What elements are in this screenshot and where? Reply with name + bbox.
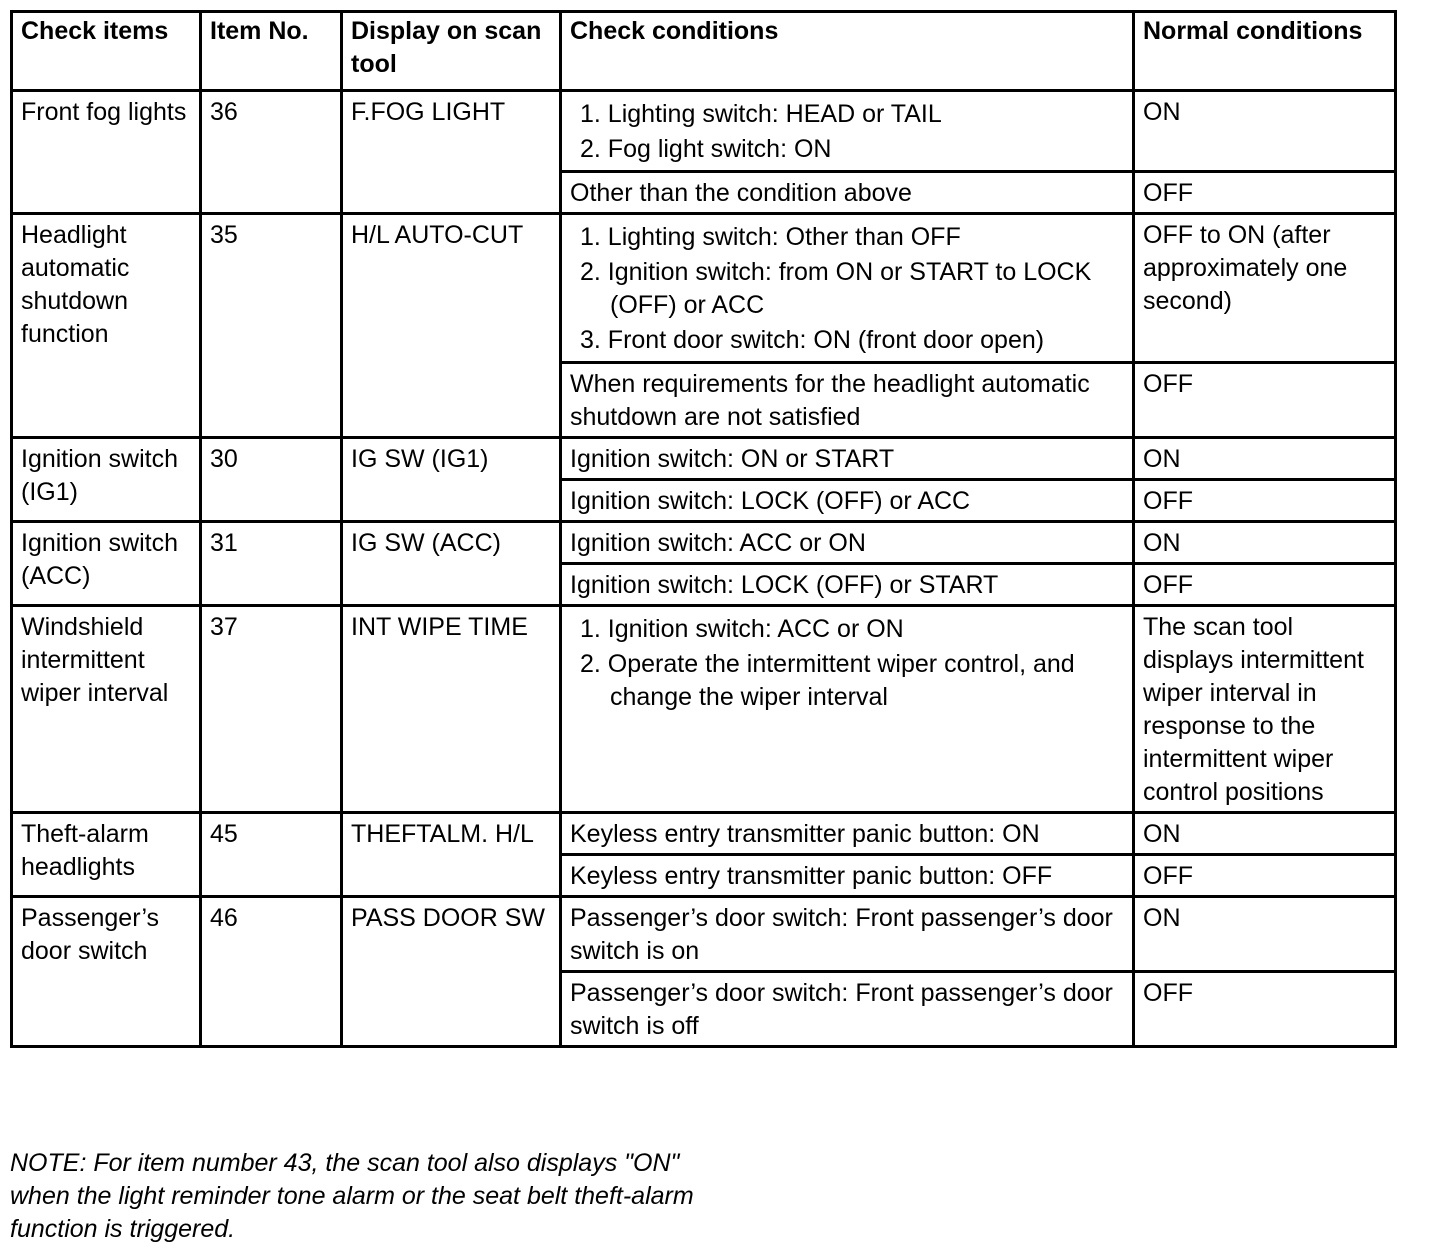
condition-cell: Ignition switch: LOCK (OFF) or START xyxy=(561,564,1134,606)
item-no-cell: 37 xyxy=(201,606,342,813)
item-no-cell: 30 xyxy=(201,438,342,522)
condition-step: 2. Ignition switch: from ON or START to LOCK (OFF) or ACC xyxy=(580,258,1092,319)
condition-cell: Other than the condition above xyxy=(561,172,1134,214)
normal-condition-cell: ON xyxy=(1134,522,1396,564)
header-check-conditions: Check conditions xyxy=(561,12,1134,91)
condition-cell xyxy=(561,214,1134,363)
condition-cell: Passenger’s door switch: Front passenger’s door switch is off xyxy=(561,972,1134,1047)
check-item-cell: Headlight automatic shutdown function xyxy=(12,214,201,438)
condition-cell: Keyless entry transmitter panic button: OFF xyxy=(561,855,1134,897)
item-no-cell: 31 xyxy=(201,522,342,606)
condition-cell: Ignition switch: ON or START xyxy=(561,438,1134,480)
header-normal-conditions: Normal conditions xyxy=(1134,12,1396,91)
display-cell: INT WIPE TIME xyxy=(342,606,561,813)
condition-step: 2. Fog light switch: ON xyxy=(580,135,832,163)
display-cell: PASS DOOR SW xyxy=(342,897,561,1047)
condition-cell: Ignition switch: ACC or ON xyxy=(561,522,1134,564)
normal-condition-cell: OFF xyxy=(1134,172,1396,214)
check-item-cell: Ignition switch (ACC) xyxy=(12,522,201,606)
condition-step: 1. Lighting switch: Other than OFF xyxy=(580,223,961,251)
condition-cell: Ignition switch: LOCK (OFF) or ACC xyxy=(561,480,1134,522)
check-item-cell: Windshield intermittent wiper interval xyxy=(12,606,201,813)
normal-condition-cell: OFF xyxy=(1134,564,1396,606)
header-check-items: Check items xyxy=(12,12,201,91)
table-row xyxy=(12,522,1396,564)
condition-step: 1. Lighting switch: HEAD or TAIL xyxy=(580,100,942,128)
normal-condition-cell: ON xyxy=(1134,897,1396,972)
normal-condition-cell: OFF to ON (after approximately one second) xyxy=(1134,214,1396,363)
condition-cell: Passenger’s door switch: Front passenger’s door switch is on xyxy=(561,897,1134,972)
check-item-cell: Front fog lights xyxy=(12,91,201,214)
item-no-cell: 45 xyxy=(201,813,342,897)
condition-step: 3. Front door switch: ON (front door open) xyxy=(580,326,1045,354)
normal-condition-cell: OFF xyxy=(1134,363,1396,438)
display-cell: IG SW (IG1) xyxy=(342,438,561,522)
display-cell: IG SW (ACC) xyxy=(342,522,561,606)
header-display-on-scan-tool: Display on scan tool xyxy=(342,12,561,91)
normal-condition-cell: The scan tool displays intermittent wiper interval in response to the intermittent wiper control positions xyxy=(1134,606,1396,813)
check-item-cell: Passenger’s door switch xyxy=(12,897,201,1047)
table-row xyxy=(12,214,1396,363)
display-cell: F.FOG LIGHT xyxy=(342,91,561,214)
table-row xyxy=(12,606,1396,813)
item-no-cell: 36 xyxy=(201,91,342,214)
condition-cell xyxy=(561,606,1134,813)
table-header-row xyxy=(12,12,1396,91)
condition-cell xyxy=(561,91,1134,172)
header-item-no: Item No. xyxy=(201,12,342,91)
table-row xyxy=(12,91,1396,172)
display-cell: H/L AUTO-CUT xyxy=(342,214,561,438)
check-item-cell: Theft-alarm headlights xyxy=(12,813,201,897)
item-no-cell: 35 xyxy=(201,214,342,438)
table-row xyxy=(12,813,1396,855)
scan-tool-check-table xyxy=(10,10,1397,1048)
item-no-cell: 46 xyxy=(201,897,342,1047)
table-row xyxy=(12,438,1396,480)
normal-condition-cell: ON xyxy=(1134,438,1396,480)
table-row xyxy=(12,897,1396,972)
normal-condition-cell: OFF xyxy=(1134,972,1396,1047)
display-cell: THEFTALM. H/L xyxy=(342,813,561,897)
condition-step: 1. Ignition switch: ACC or ON xyxy=(580,615,904,643)
footnote: NOTE: For item number 43, the scan tool also displays "ON" when the light reminder tone alarm or the seat belt theft-alarm function is triggered. xyxy=(10,1149,694,1243)
normal-condition-cell: ON xyxy=(1134,91,1396,172)
condition-cell: Keyless entry transmitter panic button: ON xyxy=(561,813,1134,855)
normal-condition-cell: OFF xyxy=(1134,855,1396,897)
condition-cell: When requirements for the headlight automatic shutdown are not satisfied xyxy=(561,363,1134,438)
check-item-cell: Ignition switch (IG1) xyxy=(12,438,201,522)
normal-condition-cell: ON xyxy=(1134,813,1396,855)
condition-step: 2. Operate the intermittent wiper control, and change the wiper interval xyxy=(580,650,1075,711)
normal-condition-cell: OFF xyxy=(1134,480,1396,522)
